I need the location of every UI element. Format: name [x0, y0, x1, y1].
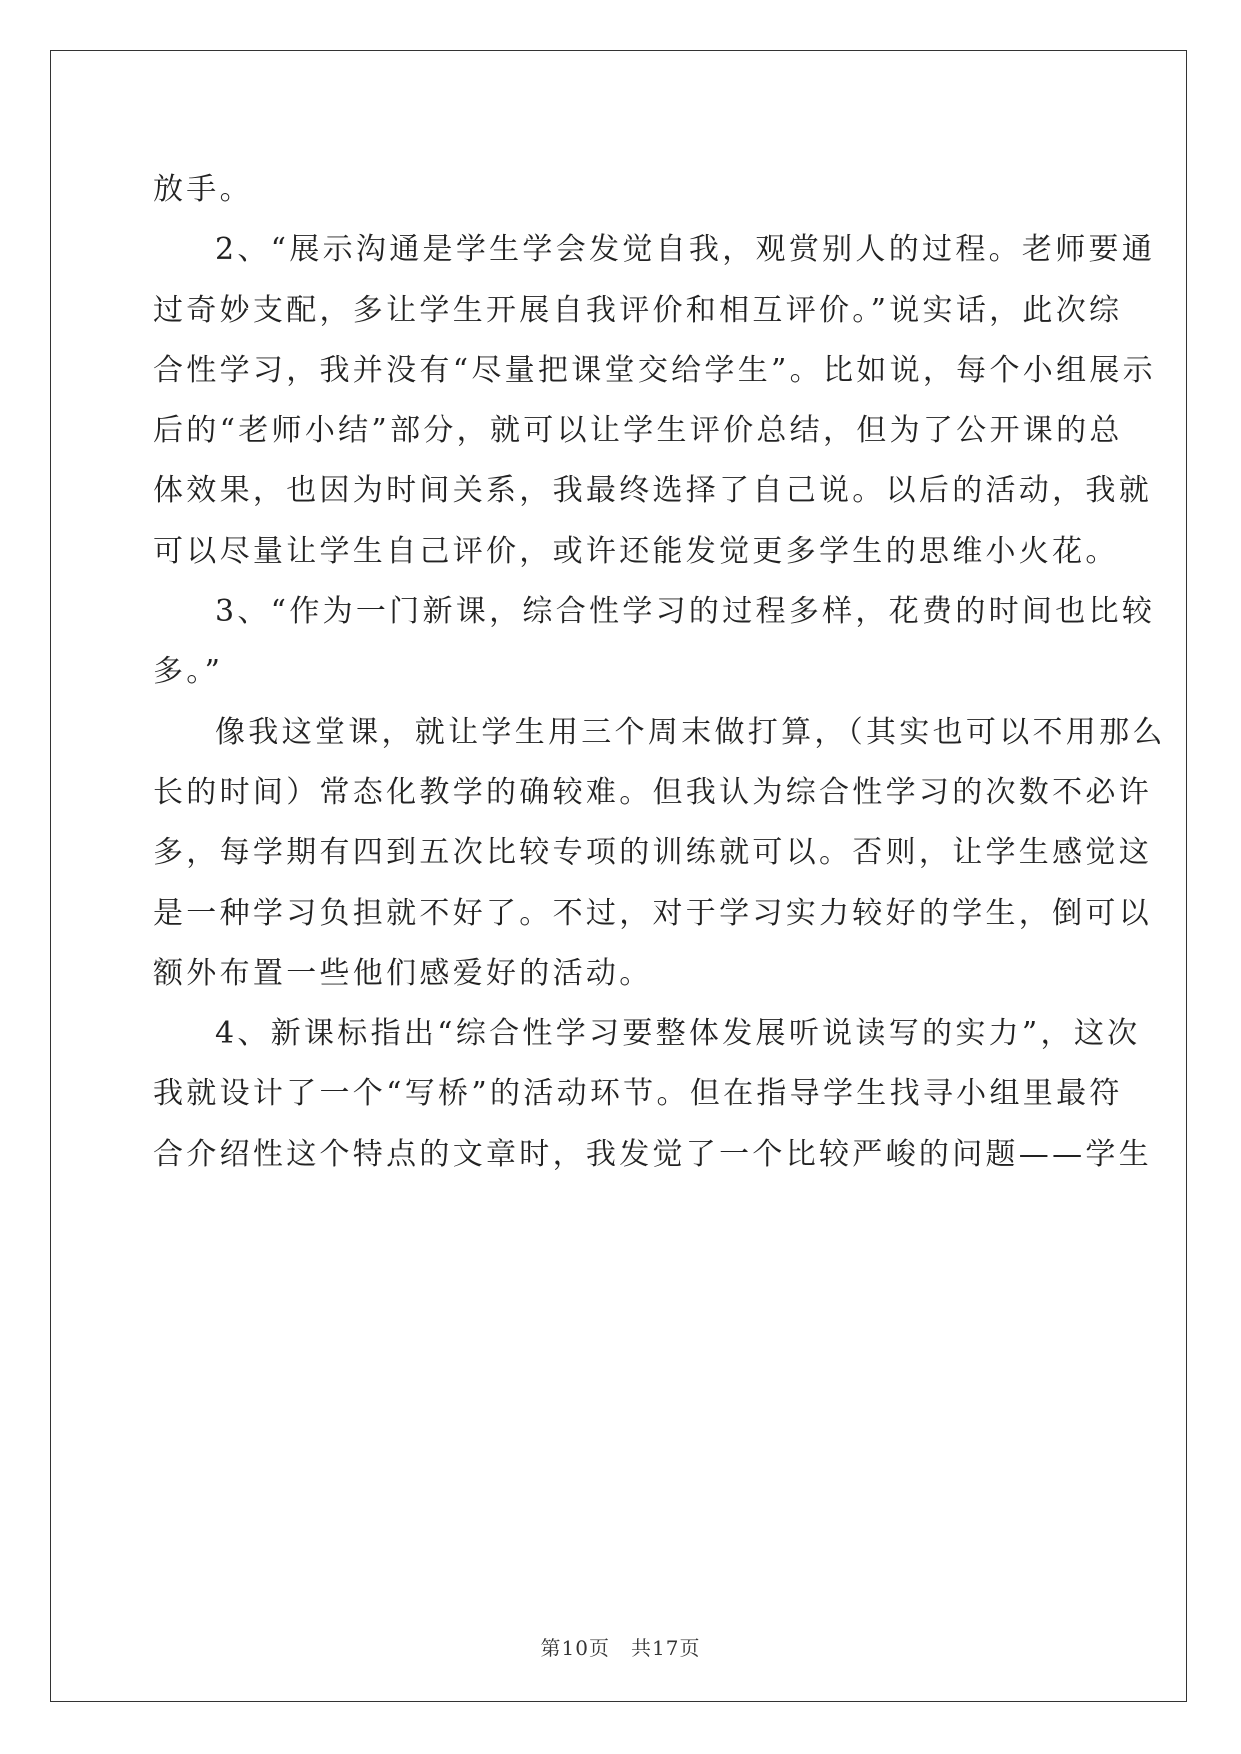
text-line: 是一种学习负担就不好了。不过，对于学习实力较好的学生，倒可以 — [153, 895, 1152, 931]
text-line: 4、新课标指出“综合性学习要整体发展听说读写的实力”，这次 — [215, 1016, 1141, 1052]
document-body — [153, 160, 1166, 1185]
text-line: 放手。 — [153, 172, 253, 207]
text-line: 3、“作为一门新课，综合性学习的过程多样，花费的时间也比较 — [215, 594, 1156, 630]
text-line: 过奇妙支配，多让学生开展自我评价和相互评价。”说实话，此次综 — [153, 292, 1123, 328]
text-line: 额外布置一些他们感爱好的活动。 — [153, 955, 653, 991]
text-line: 后的“老师小结”部分，就可以让学生评价总结，但为了公开课的总 — [153, 413, 1123, 449]
text-line: 可以尽量让学生自己评价，或许还能发觉更多学生的思维小火花。 — [153, 533, 1119, 569]
text-line: 我就设计了一个“写桥”的活动环节。但在指导学生找寻小组里最符 — [153, 1076, 1123, 1112]
text-line: 2、“展示沟通是学生学会发觉自我，观赏别人的过程。老师要通 — [215, 232, 1156, 268]
text-line: 多。” — [153, 654, 224, 690]
text-line: 体效果，也因为时间关系，我最终选择了自己说。以后的活动，我就 — [153, 473, 1152, 509]
text-line: 长的时间）常态化教学的确较难。但我认为综合性学习的次数不必许 — [153, 774, 1152, 810]
text-line: 像我这堂课，就让学生用三个周末做打算，（其实也可以不用那么 — [215, 714, 1166, 750]
text-line: 多，每学期有四到五次比较专项的训练就可以。否则，让学生感觉这 — [153, 835, 1152, 871]
page-number-label: 第10页 共17页 — [540, 1636, 701, 1660]
text-line: 合性学习，我并没有“尽量把课堂交给学生”。比如说，每个小组展示 — [153, 352, 1156, 388]
page-footer — [0, 1632, 1241, 1661]
text-line: 合介绍性这个特点的文章时，我发觉了一个比较严峻的问题——学生 — [153, 1136, 1152, 1172]
